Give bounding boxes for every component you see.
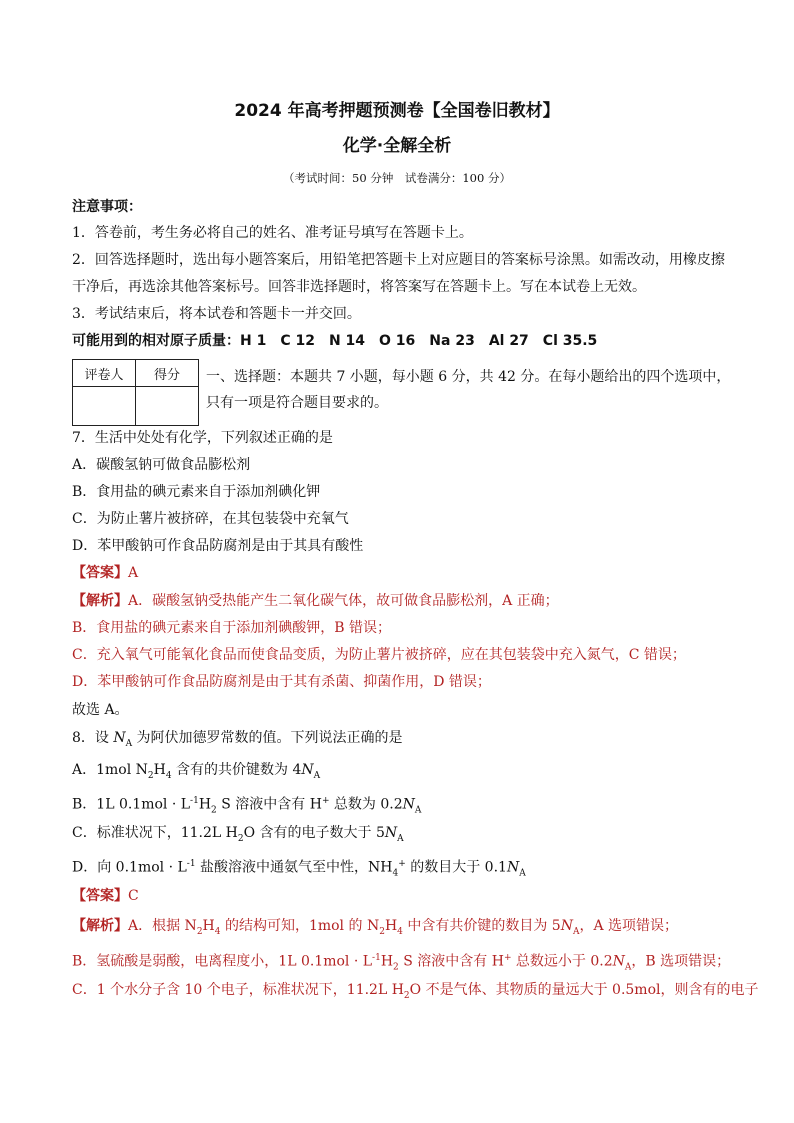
na-sub: A: [572, 926, 580, 937]
sub-2: 2: [403, 990, 410, 1001]
q8-an-b-mid: S 溶液中含有 H: [398, 953, 504, 970]
q7-option-d: D．苯甲酸钠可作食品防腐剂是由于其具有酸性: [72, 538, 364, 554]
sub-2: 2: [237, 833, 244, 844]
notice-heading: 注意事项：: [72, 199, 142, 215]
q8-an-b-pre: B．氢硫酸是弱酸，电离程度小，1L 0.1mol · L: [72, 953, 373, 970]
na-sub: A: [624, 962, 632, 973]
sub-4: 4: [397, 926, 403, 937]
na-symbol: N: [113, 730, 126, 746]
q7-analysis-label: 【解析】: [72, 593, 128, 609]
score-header: 得分: [136, 360, 199, 387]
q8-c-pre: C．标准状况下，11.2L H: [72, 825, 238, 841]
q8-d-post: 的数目大于 0.1: [405, 859, 507, 876]
q8-stem-pre: 8．设: [72, 730, 114, 746]
q8-stem-post: 为阿伏加德罗常数的值。下列说法正确的是: [132, 730, 403, 746]
q8-an-b-post: ，B 选项错误；: [631, 953, 731, 970]
sup-plus: +: [321, 796, 330, 806]
q8-analysis-a: 【解析】A．根据 $N_2H_4$ 的结构可知，1mol 的 $N_2H_4$ 中含有共价键的数目为 $5N_A$，A 选项错误；: [72, 918, 679, 937]
q7-answer-label: 【答案】: [72, 565, 128, 581]
q8-answer: [72, 886, 139, 906]
q8-option-d: [72, 854, 526, 883]
q7-analysis-b: B．食用盐的碘元素来自于添加剂碘酸钾，B 错误；: [72, 620, 392, 636]
q8-an-b-mid2: 总数远小于 0.2: [511, 953, 613, 970]
q7-analysis-d: D．苯甲酸钠可作食品防腐剂是由于其有杀菌、抑菌作用，D 错误；: [72, 674, 491, 690]
score-cell: [136, 387, 199, 426]
na-symbol: N: [402, 796, 415, 813]
score-table: [72, 359, 199, 426]
na-symbol: N: [301, 762, 314, 778]
h-symbol: H: [380, 953, 394, 970]
na-sub: A: [519, 868, 526, 879]
q7-analysis-a: [72, 591, 559, 611]
q8-analysis-b: [72, 948, 730, 977]
q8-answer-value: C: [128, 888, 139, 904]
notice-item-2-cont: 干净后，再选涂其他答案标号。回答非选择题时，将答案写在答题卡上。写在本试卷上无效。: [72, 279, 646, 295]
sub-4: 4: [392, 868, 399, 879]
q8-option-b: [72, 791, 421, 820]
sub-2: 2: [211, 805, 217, 816]
sup-neg1: -1: [186, 859, 196, 869]
sub-2: 2: [196, 926, 203, 937]
sub-4: 4: [214, 926, 221, 937]
sub-2: 2: [393, 962, 399, 973]
q7-conclusion: 故选 A。: [72, 702, 129, 718]
h-symbol: H: [198, 796, 212, 813]
atomic-mass-line: 可能用到的相对原子质量：H 1 C 12 N 14 O 16 Na 23 Al 27 Cl 35.5: [72, 333, 598, 349]
q8-stem: [72, 728, 403, 754]
q7-stem: 7．生活中处处有化学，下列叙述正确的是: [72, 430, 333, 446]
q7-option-c: C．为防止薯片被挤碎，在其包装袋中充氧气: [72, 511, 349, 527]
section-heading: 一、选择题：本题共 7 小题，每小题 6 分，共 42 分。在每小题给出的四个选项中，: [206, 369, 731, 385]
q8-analysis-label: 【解析】: [72, 918, 128, 934]
q8-analysis-c: [72, 980, 758, 1006]
na-sub: A: [414, 805, 422, 816]
q8-d-pre: D．向 0.1mol · L: [72, 859, 187, 876]
q7-option-b: B．食用盐的碘元素来自于添加剂碘化钾: [72, 484, 321, 500]
sub-2: 2: [379, 926, 385, 937]
page-subtitle: 化学·全解全析: [342, 136, 452, 156]
na-symbol: N: [560, 918, 573, 934]
notice-item-2: 2．回答选择题时，选出每小题答案后，用铅笔把答题卡上对应题目的答案标号涂黑。如需改动，用橡皮擦: [72, 252, 725, 268]
q8-a-mid: 含有的共价键数为 4: [171, 762, 302, 778]
q8-d-mid: 盐酸溶液中通氨气至中性，NH: [195, 859, 393, 876]
grader-header: 评卷人: [73, 360, 136, 387]
sub-4: 4: [165, 770, 172, 781]
notice-item-1: 1．答卷前，考生务必将自己的姓名、准考证号填写在答题卡上。: [72, 225, 473, 241]
exam-info: （考试时间：50 分钟 试卷满分：100 分）: [283, 171, 511, 185]
page-title: 2024 年高考押题预测卷【全国卷旧教材】: [234, 101, 560, 121]
sub-2: 2: [147, 770, 154, 781]
section-heading-cont: 只有一项是符合题目要求的。: [206, 395, 388, 411]
q8-c-mid: O 含有的电子数大于 5: [243, 825, 385, 841]
q7-answer-value: A: [128, 565, 139, 581]
q7-analysis-c: C．充入氧气可能氧化食品而使食品变质，为防止薯片被挤碎，应在其包装袋中充入氮气，C 错误；: [72, 647, 686, 663]
notice-item-3: 3．考试结束后，将本试卷和答题卡一并交回。: [72, 306, 361, 322]
na-sub: A: [397, 833, 404, 844]
q8-b-mid: S 溶液中含有 H: [216, 796, 322, 813]
na-sub: A: [313, 770, 321, 781]
sup-neg1: -1: [190, 796, 199, 806]
grader-cell: [73, 387, 136, 426]
q8-option-a: A．1mol $N_2H_4$ 含有的共价键数为 $4N_A$: [72, 762, 321, 781]
na-symbol: N: [384, 825, 398, 841]
q7-option-a: A．碳酸氢钠可做食品膨松剂: [72, 457, 251, 473]
q8-b-pre: B．1L 0.1mol · L: [72, 796, 191, 813]
q8-an-a-mid2: 中含有共价键的数目为 5: [402, 918, 561, 934]
q8-option-c: [72, 823, 404, 849]
q7-analysis-a-text: A．碳酸氢钠受热能产生二氧化碳气体，故可做食品膨松剂，A 正确；: [128, 593, 559, 609]
q7-answer: [72, 563, 138, 583]
na-sub: A: [125, 738, 133, 749]
q8-an-a-post: ，A 选项错误；: [579, 918, 679, 934]
q8-answer-label: 【答案】: [72, 888, 128, 904]
sup-neg1: -1: [372, 953, 381, 963]
q8-an-a-pre: A．根据 N: [128, 918, 197, 934]
sup-plus: +: [398, 859, 406, 869]
q8-an-c-post: O 不是气体、其物质的量远大于 0.5mol，则含有的电子: [409, 982, 759, 998]
q8-an-c-pre: C．1 个水分子含 10 个电子，标准状况下，11.2L H: [72, 982, 404, 998]
q8-b-post: 总数为 0.2: [329, 796, 403, 813]
sup-plus: +: [503, 953, 512, 963]
na-symbol: N: [612, 953, 625, 970]
na-symbol: N: [506, 859, 520, 876]
q8-a-pre: A．1mol N: [72, 762, 148, 778]
q8-an-a-mid: 的结构可知，1mol 的 N: [220, 918, 380, 934]
